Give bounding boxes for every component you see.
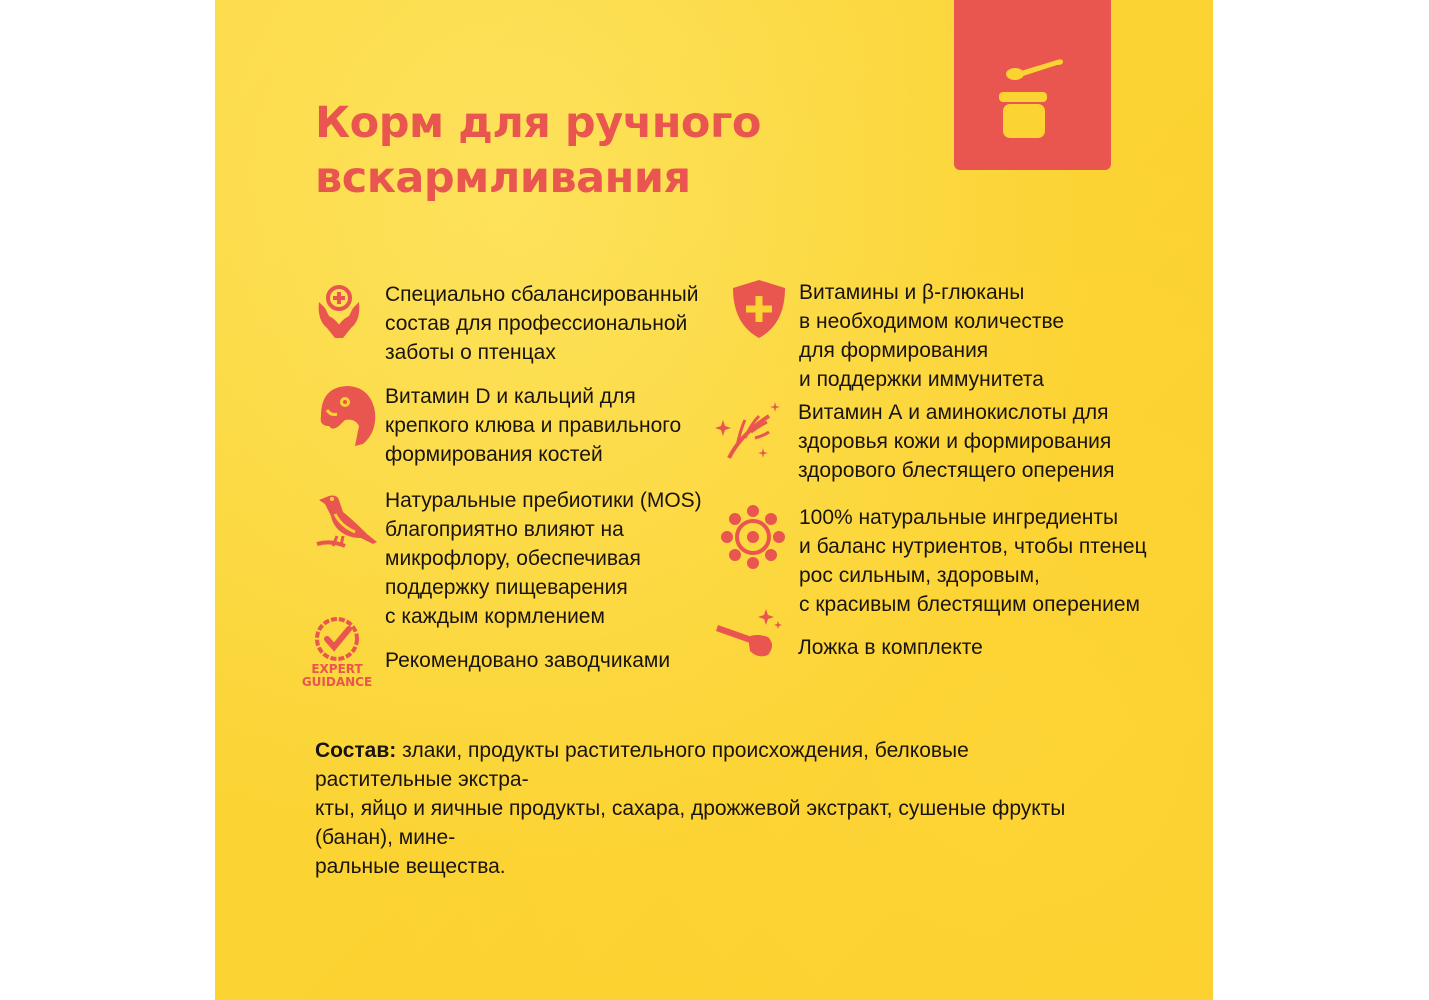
title-line-2: вскармливания bbox=[315, 153, 691, 203]
composition-text bbox=[315, 736, 1105, 881]
jar-with-spoon-icon bbox=[991, 38, 1075, 142]
feature-text: Витамин А и аминокислоты для здоровья кожи и формирования здорового блестящего оперения bbox=[798, 401, 1115, 482]
title-line-1: Корм для ручного bbox=[315, 98, 761, 148]
product-info-panel bbox=[215, 0, 1213, 1000]
feature-item-spoon bbox=[712, 603, 1172, 673]
feature-item-immunity bbox=[727, 278, 1177, 391]
feature-text: Витамин D и кальций для крепкого клюва и правильного формирования костей bbox=[385, 385, 682, 466]
feather-sparkle-icon bbox=[710, 398, 790, 468]
expert-guidance-label: EXPERT GUIDANCE bbox=[301, 662, 373, 689]
feature-item-vitamin-a bbox=[710, 398, 1170, 488]
feature-text: 100% натуральные ингредиенты и баланс нутриентов, чтобы птенец рос сильным, здоровым, с красивым блестящим оперением bbox=[799, 506, 1147, 616]
shield-plus-icon bbox=[727, 278, 797, 348]
feature-text: Витамины и β-глюканы в необходимом количестве для формирования и поддержки иммунитета bbox=[799, 281, 1065, 391]
product-badge bbox=[954, 0, 1111, 170]
feature-text: Натуральные пребиотики (MOS) благоприятно влияют на микрофлору, обеспечивая поддержку пищеварения с каждым кормлением bbox=[385, 489, 702, 628]
bird-icon bbox=[315, 486, 385, 556]
composition-body: злаки, продукты растительного происхождения, белковые растительные экстра- кты, яйцо и яичные продукты, сахара, дрожжевой экстракт, сушеные фрукты (банан), мине- ральные вещества. bbox=[315, 739, 1066, 878]
composition-label: Состав: bbox=[315, 739, 397, 762]
feature-item-expert bbox=[297, 615, 717, 695]
spoon-icon bbox=[712, 603, 790, 673]
parrot-head-icon bbox=[315, 382, 385, 452]
feature-item-prebiotics bbox=[315, 486, 715, 631]
feature-item-balanced bbox=[315, 280, 715, 370]
hands-plus-icon bbox=[315, 280, 385, 350]
feature-text: Специально сбалансированный состав для профессиональной заботы о птенцах bbox=[385, 283, 699, 364]
flower-icon bbox=[719, 503, 789, 573]
page-title bbox=[315, 96, 875, 206]
feature-text: Ложка в комплекте bbox=[798, 636, 983, 659]
feature-text: Рекомендовано заводчиками bbox=[385, 649, 671, 672]
feature-item-vitamin-d bbox=[315, 382, 715, 472]
expert-check-icon bbox=[297, 615, 377, 665]
